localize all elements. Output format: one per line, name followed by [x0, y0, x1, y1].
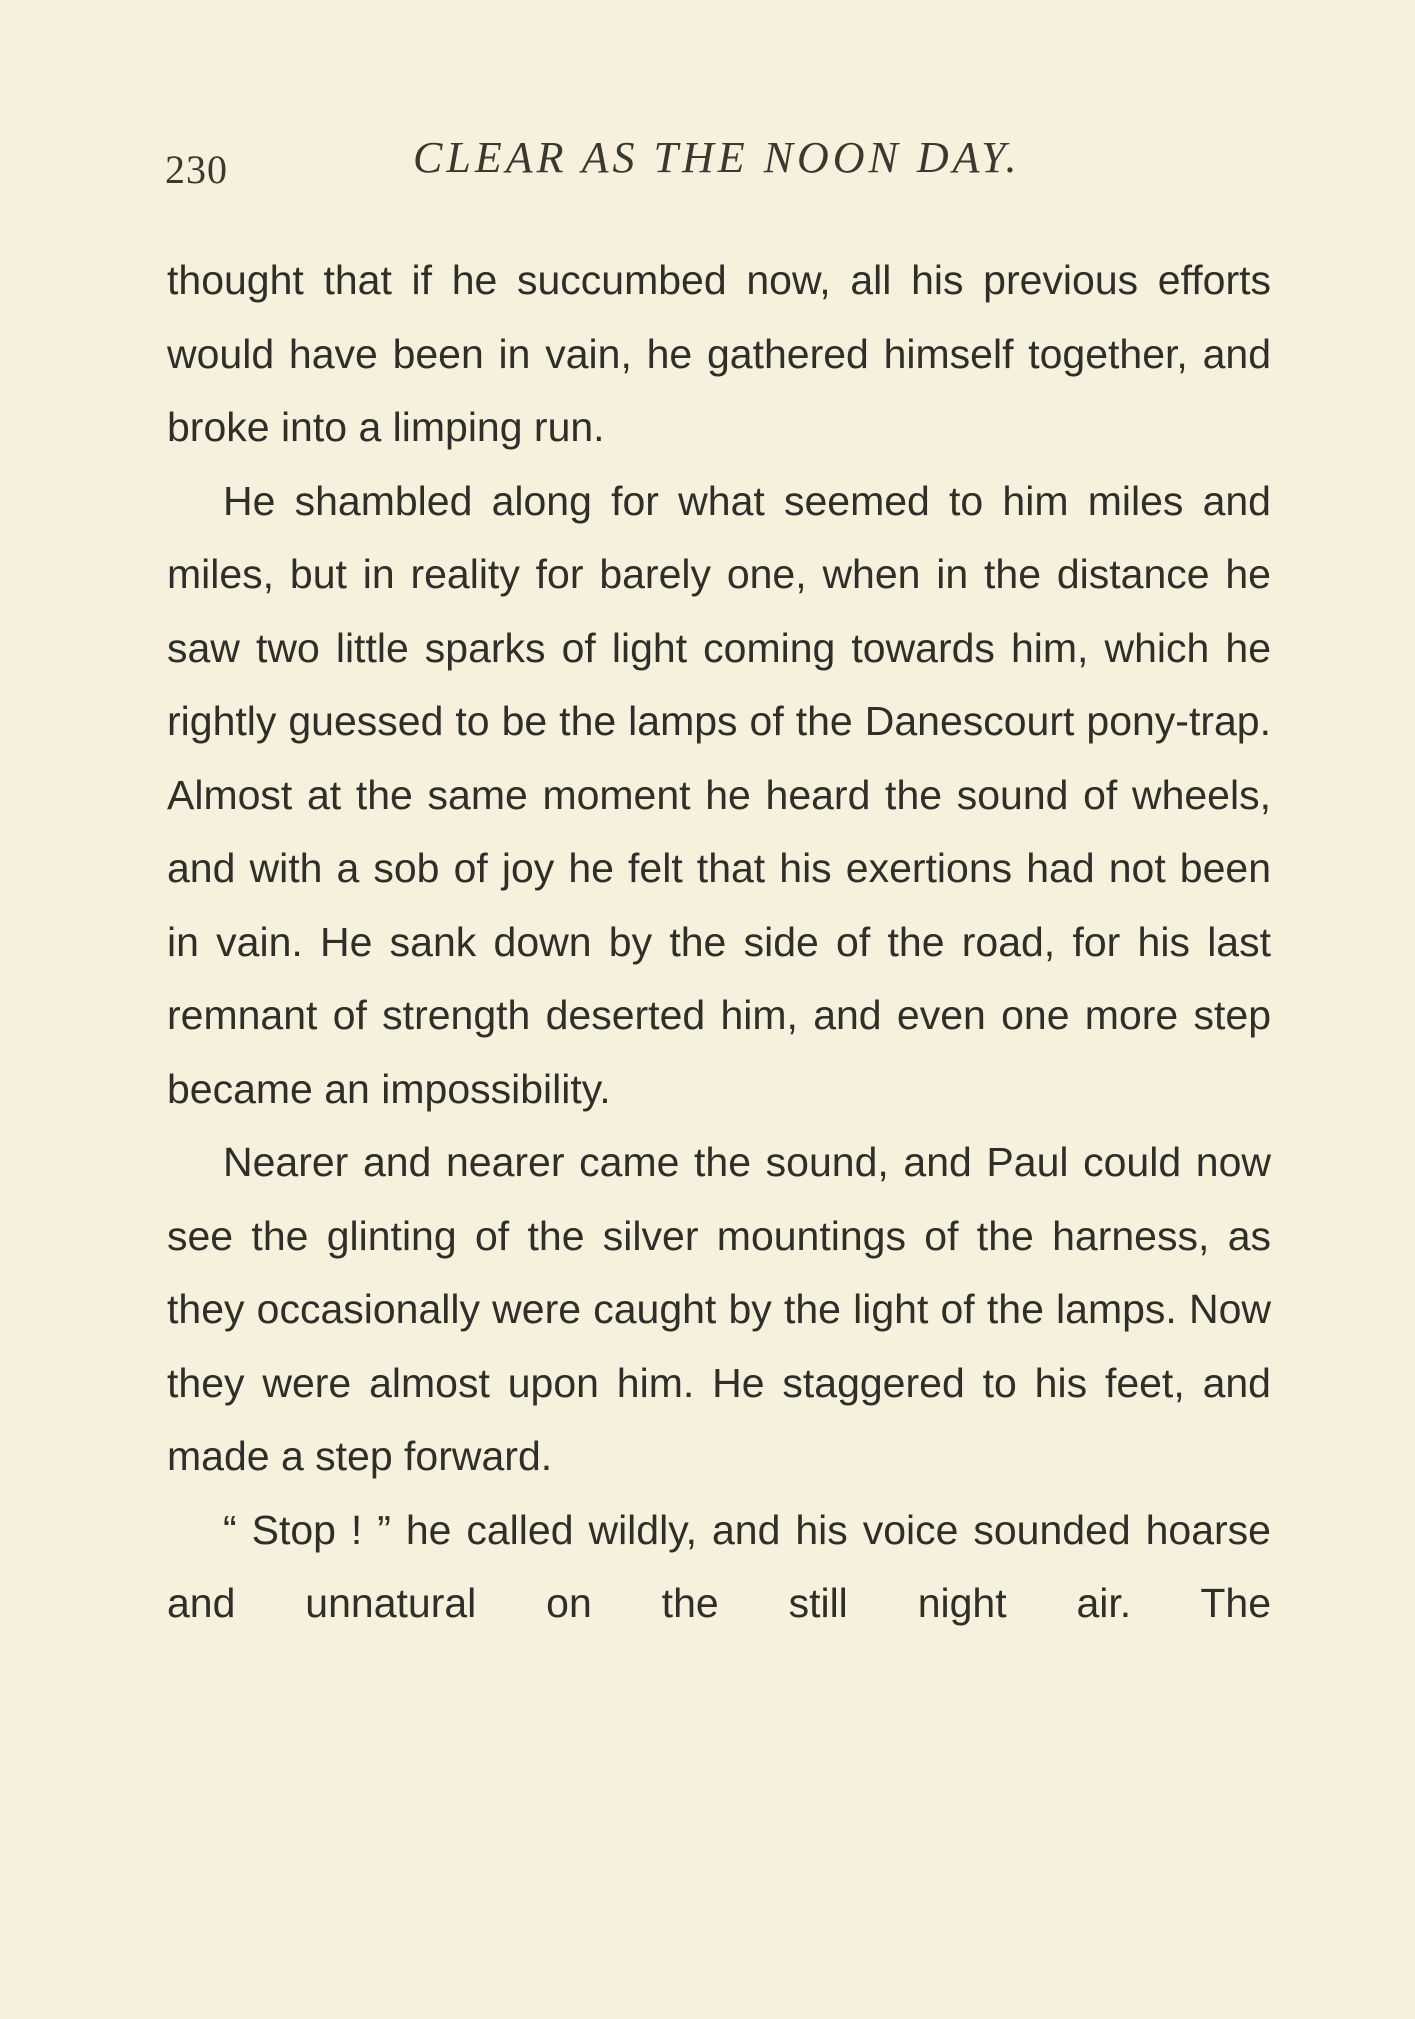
paragraph-stop-call: “ Stop ! ” he called wildly, and his voice sounded hoarse and unnatural on the still night air. The [167, 1506, 1271, 1626]
paragraph-shambled-along: He shambled along for what seemed to him miles and miles, but in reality for barely one, when in the distance he saw two little sparks of light coming towards him, which he rightly guessed to be the lamps of the Danescourt pony-trap. Almost at the same moment he heard the sound of wheels, and with a sob of joy he felt that his exertions had not been in vain. He sank down by the side of the road, for his last remnant of strength deserted him, and even one more step became an impossibility. [167, 477, 1271, 1112]
page-number: 230 [165, 147, 228, 192]
body-text [167, 244, 1271, 1641]
running-title: CLEAR AS THE NOON DAY. [413, 133, 1021, 182]
page-header [165, 132, 1275, 192]
paragraph-continuation: thought that if he succumbed now, all his previous efforts would have been in vain, he gathered himself together, and broke into a limping run. [167, 257, 1271, 450]
paragraph-nearer-and-nearer: Nearer and nearer came the sound, and Paul could now see the glinting of the silver mountings of the harness, as they occasionally were caught by the light of the lamps. Now they were almost upon him. He staggered to his feet, and made a step forward. [167, 1139, 1271, 1479]
